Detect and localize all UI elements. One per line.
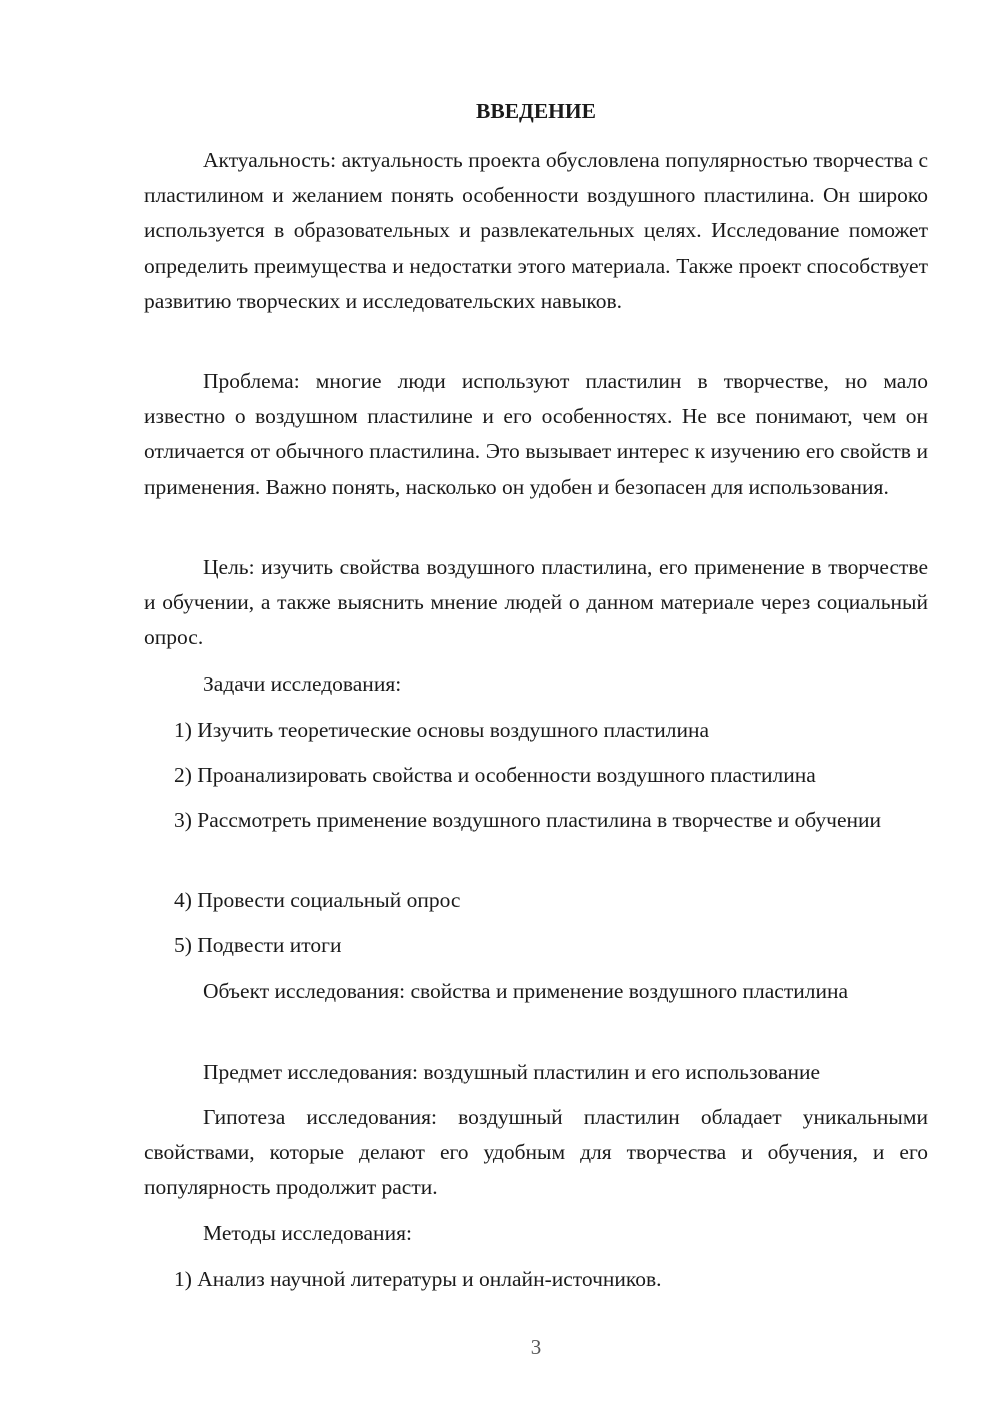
task-item-5: 5) Подвести итоги: [174, 933, 342, 957]
goal-paragraph: Цель: изучить свойства воздушного пластилина, его применение в творчестве и обучении, а также выяснить мнение людей о данном материале через социальный опрос.: [144, 555, 928, 650]
page-title: ВВЕДЕНИЕ: [476, 99, 596, 123]
relevance-paragraph: Актуальность: актуальность проекта обусловлена популярностью творчества с пластилином и желанием понять особенности воздушного пластилина. Он широко используется в образовательных и развлекательных целях. Исследование поможет определить преимущества и недостатки этого материала. Также проект способствует развитию творческих и исследовательских навыков.: [144, 148, 928, 313]
page-number: 3: [530, 1335, 542, 1359]
method-item-1: 1) Анализ научной литературы и онлайн-источников.: [174, 1267, 662, 1291]
object-paragraph: Объект исследования: свойства и применение воздушного пластилина: [203, 979, 849, 1003]
problem-paragraph: Проблема: многие люди используют пластилин в творчестве, но мало известно о воздушном пластилине и его особенностях. Не все понимают, чем он отличается от обычного пластилина. Это вызывает интерес к изучению его свойств и применения. Важно понять, насколько он удобен и безопасен для использования.: [144, 369, 928, 499]
task-item-3: 3) Рассмотреть применение воздушного пластилина в творчестве и обучении: [174, 808, 882, 832]
task-item-4: 4) Провести социальный опрос: [174, 888, 461, 912]
methods-heading: Методы исследования:: [203, 1221, 412, 1245]
task-item-1: 1) Изучить теоретические основы воздушного пластилина: [174, 718, 710, 742]
task-item-2: 2) Проанализировать свойства и особенности воздушного пластилина: [174, 763, 816, 787]
tasks-heading: Задачи исследования:: [203, 672, 402, 696]
subject-paragraph: Предмет исследования: воздушный пластилин и его использование: [203, 1060, 821, 1084]
hypothesis-paragraph: Гипотеза исследования: воздушный пластилин обладает уникальными свойствами, которые делают его удобным для творчества и обучения, и его популярность продолжит расти.: [144, 1105, 928, 1200]
